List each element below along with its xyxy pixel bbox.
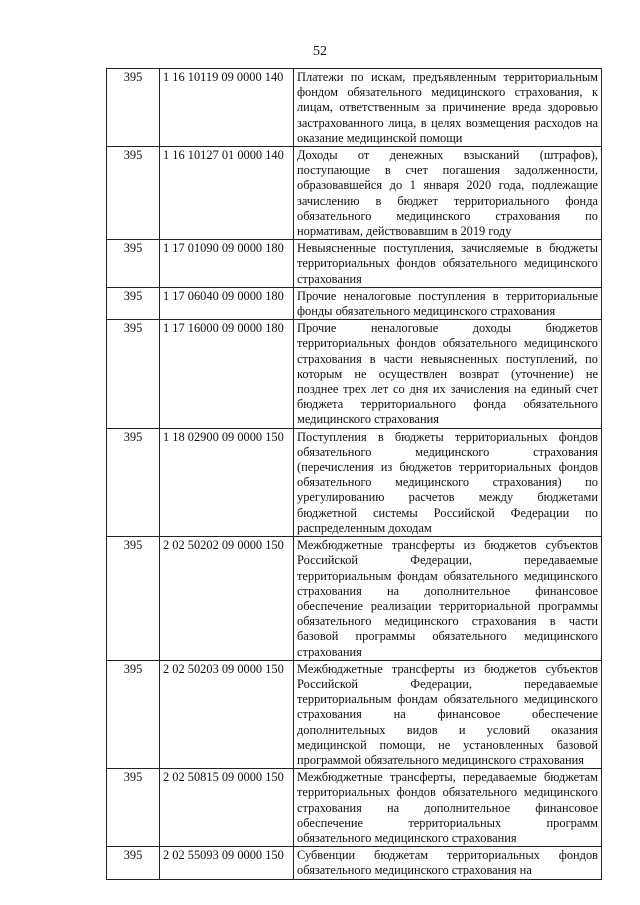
budget-classification-code-cell: 2 02 50202 09 0000 150 [160, 537, 294, 661]
table-row [107, 660, 602, 768]
description-line: позднее трех лет со дня их зачисления на единый счет [297, 382, 598, 397]
description-line: страхования в части невыясненных поступлений, по [297, 351, 598, 366]
description-line: обеспечение территориальных программ [297, 815, 598, 830]
description-line: поступающие в счет погашения задолженности, [297, 163, 598, 178]
budget-classification-code-cell: 2 02 55093 09 0000 150 [160, 847, 294, 879]
description-line: программой обязательного медицинского страхования [297, 752, 584, 767]
revenue-description-cell [294, 769, 602, 847]
description-line: страхования на дополнительное финансовое [297, 583, 598, 598]
description-line: территориальных фондов обязательного медицинского [297, 336, 598, 351]
description-line: Прочие неналоговые поступления в территориальные [297, 288, 598, 303]
admin-code-cell: 395 [107, 69, 160, 147]
admin-code-cell: 395 [107, 320, 160, 428]
description-line: образовавшейся до 1 января 2020 года, подлежащие [297, 178, 598, 193]
table-row [107, 847, 602, 879]
description-line: Субвенции бюджетам территориальных фондов [297, 848, 598, 863]
description-line: территориальным фондам обязательного медицинского [297, 692, 598, 707]
description-line: обязательного медицинского страхования [297, 830, 517, 845]
description-line: базовой программы обязательного медицинского [297, 629, 598, 644]
revenue-description-cell [294, 537, 602, 661]
page-number: 52 [313, 44, 327, 59]
table-body [107, 69, 602, 880]
budget-classification-code-cell: 2 02 50203 09 0000 150 [160, 660, 294, 768]
revenue-description-cell [294, 847, 602, 879]
table-row [107, 428, 602, 536]
description-line: фондом обязательного медицинского страхования, к [297, 85, 598, 100]
description-line: Поступления в бюджеты территориальных фондов [297, 429, 598, 444]
table-row [107, 287, 602, 319]
admin-code-cell: 395 [107, 537, 160, 661]
revenue-description-cell [294, 287, 602, 319]
table-row [107, 537, 602, 661]
description-line: которым не осуществлен возврат (уточнение) не [297, 366, 598, 381]
revenue-description-cell [294, 147, 602, 240]
description-line: территориальных фондов обязательного медицинского [297, 256, 598, 271]
description-line: страхования [297, 271, 362, 286]
description-line: страхования на дополнительное финансовое [297, 800, 598, 815]
admin-code-cell: 395 [107, 660, 160, 768]
description-line: Российской Федерации, передаваемые [297, 553, 598, 568]
description-line: территориальным фондам обязательного медицинского [297, 568, 598, 583]
description-line: дополнительных видов и условий оказания [297, 722, 598, 737]
admin-code-cell: 395 [107, 147, 160, 240]
description-line: Платежи по искам, предъявленным территориальным [297, 70, 598, 84]
description-line: Российской Федерации, передаваемые [297, 676, 598, 691]
revenue-description-cell [294, 69, 602, 147]
description-line: застрахованного лица, в целях возмещения расходов на [297, 115, 598, 130]
description-line: Межбюджетные трансферты, передаваемые бюджетам [297, 770, 598, 785]
description-line: медицинской помощи, не установленных базовой [297, 737, 598, 752]
description-line: страхования [297, 644, 362, 659]
revenue-description-cell [294, 240, 602, 288]
description-line: Доходы от денежных взысканий (штрафов), [297, 148, 598, 163]
budget-classification-code-cell: 1 17 06040 09 0000 180 [160, 287, 294, 319]
description-line: Невыясненные поступления, зачисляемые в бюджеты [297, 241, 598, 256]
description-line: зачислению в бюджет территориального фонда [297, 193, 598, 208]
revenue-description-cell [294, 320, 602, 428]
budget-codes-table [106, 68, 602, 880]
description-line: Прочие неналоговые доходы бюджетов [297, 321, 598, 336]
table-row [107, 147, 602, 240]
description-line: обязательного медицинского страхования по [297, 208, 598, 223]
description-line: обязательного медицинского страхования в части [297, 614, 598, 629]
admin-code-cell: 395 [107, 769, 160, 847]
admin-code-cell: 395 [107, 847, 160, 879]
description-line: бюджетной системы Российской Федерации по [297, 505, 598, 520]
description-line: обязательного медицинского страхования) по [297, 475, 598, 490]
table-row [107, 240, 602, 288]
description-line: страхования на финансовое обеспечение [297, 707, 598, 722]
description-line: Межбюджетные трансферты из бюджетов субъектов [297, 538, 598, 553]
description-line: распределенным доходам [297, 520, 432, 535]
budget-classification-code-cell: 1 16 10119 09 0000 140 [160, 69, 294, 147]
description-line: обязательного медицинского страхования [297, 444, 598, 459]
budget-classification-code-cell: 1 16 10127 01 0000 140 [160, 147, 294, 240]
description-line: нормативам, действовавшим в 2019 году [297, 224, 512, 239]
description-line: (перечисления из бюджетов территориальных фондов [297, 460, 598, 475]
admin-code-cell: 395 [107, 287, 160, 319]
table-row [107, 69, 602, 147]
budget-classification-code-cell: 1 17 16000 09 0000 180 [160, 320, 294, 428]
budget-classification-code-cell: 1 17 01090 09 0000 180 [160, 240, 294, 288]
description-line: оказание медицинской помощи [297, 130, 463, 145]
description-line: медицинского страхования [297, 412, 439, 427]
description-line: лицам, ответственным за причинение вреда здоровью [297, 100, 598, 115]
table-row [107, 769, 602, 847]
admin-code-cell: 395 [107, 240, 160, 288]
revenue-description-cell [294, 660, 602, 768]
table-row [107, 320, 602, 428]
description-line: Межбюджетные трансферты из бюджетов субъектов [297, 661, 598, 676]
description-line: фонды обязательного медицинского страхования [297, 304, 556, 319]
description-line: бюджета территориального фонда обязательного [297, 397, 598, 412]
budget-classification-code-cell: 1 18 02900 09 0000 150 [160, 428, 294, 536]
description-line: обязательного медицинского страхования на [297, 863, 532, 878]
description-line: урегулированию расчетов между бюджетами [297, 490, 598, 505]
admin-code-cell: 395 [107, 428, 160, 536]
revenue-description-cell [294, 428, 602, 536]
budget-classification-code-cell: 2 02 50815 09 0000 150 [160, 769, 294, 847]
description-line: обеспечение реализации территориальной программы [297, 598, 598, 613]
description-line: территориальных фондов обязательного медицинского [297, 785, 598, 800]
